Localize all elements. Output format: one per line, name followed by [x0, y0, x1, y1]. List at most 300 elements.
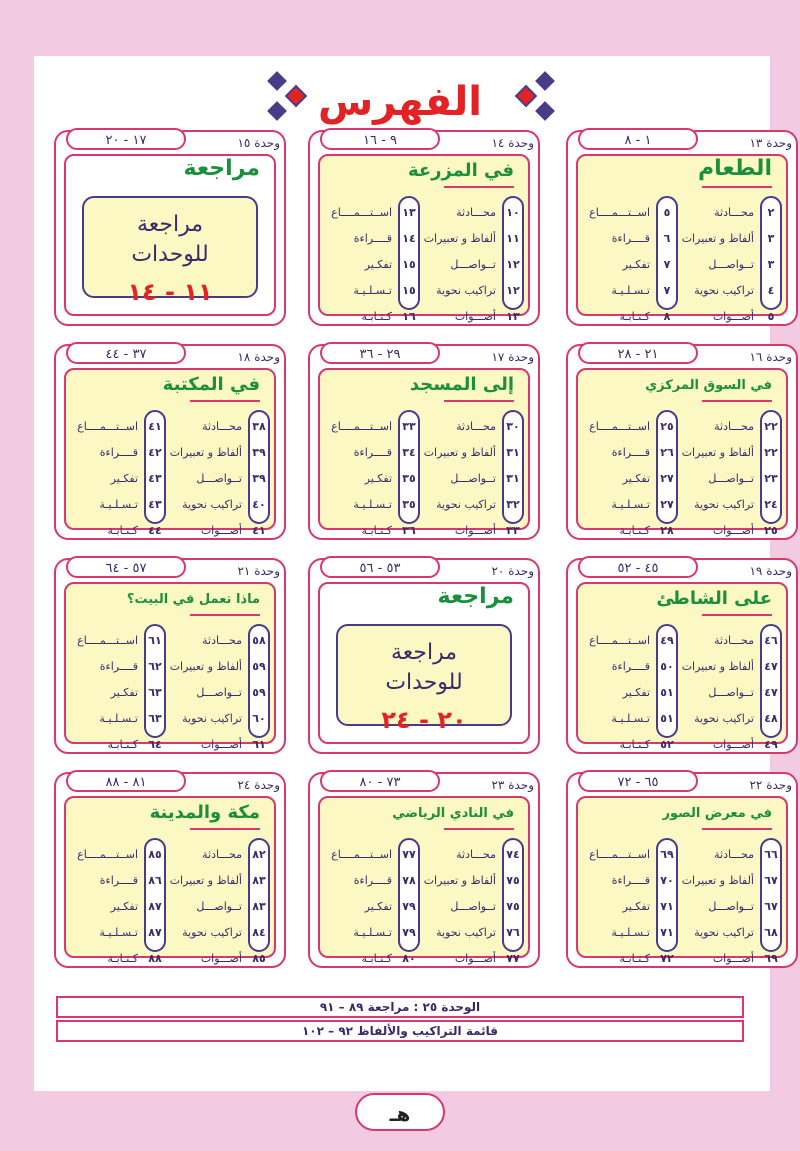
unit-panel: [318, 582, 530, 744]
lesson-label-left: كـتـابـة: [619, 952, 650, 965]
lesson-label-right: محـــادثة: [202, 420, 242, 433]
unit-number: وحدة ٢٢: [749, 778, 792, 792]
lesson-row: [578, 706, 786, 732]
page-number-right: ٣: [767, 232, 775, 245]
lesson-row: [66, 628, 274, 654]
unit-number: وحدة ١٩: [749, 564, 792, 578]
lesson-row: [578, 226, 786, 252]
unit-card: [54, 130, 286, 326]
lesson-label-left: تـسـلـيـة: [611, 498, 650, 511]
lesson-label-left: تـسـلـيـة: [353, 284, 392, 297]
lesson-row: [66, 680, 274, 706]
lesson-label-right: ألفاظ و تعبيرات: [423, 232, 496, 245]
lesson-row: [320, 946, 528, 972]
lesson-label-right: ألفاظ و تعبيرات: [681, 660, 754, 673]
page-number-right: ٧٤: [506, 848, 520, 861]
lesson-label-left: قــــراءة: [611, 232, 650, 245]
page-number-left: ٢٧: [660, 498, 674, 511]
lesson-label-left: كـتـابـة: [361, 952, 392, 965]
unit-panel: [64, 154, 276, 316]
lesson-label-right: أصـــوات: [712, 738, 754, 751]
unit-title: مكة والمدينة: [149, 802, 260, 823]
page-number-left: ٧٢: [660, 952, 674, 965]
lesson-label-right: محـــادثة: [202, 848, 242, 861]
page-number-left: ٦٩: [660, 848, 674, 861]
lesson-label-left: تفكـير: [622, 686, 650, 699]
title-underline: [702, 186, 772, 188]
lesson-label-left: تفكـير: [110, 686, 138, 699]
unit-card: [308, 772, 540, 968]
page-range: ١ - ٨: [578, 128, 698, 150]
lesson-label-left: كـتـابـة: [107, 952, 138, 965]
lesson-row: [578, 518, 786, 544]
page-number-right: ٤٩: [764, 738, 778, 751]
lesson-label-right: محـــادثة: [714, 634, 754, 647]
unit-panel: [576, 582, 788, 751]
unit-panel: [64, 796, 276, 965]
page-number-left: ٧١: [660, 900, 674, 913]
page-number-left: ٧: [663, 284, 671, 297]
lesson-row: [320, 518, 528, 544]
page-number-left: ٦: [663, 232, 671, 245]
unit-card: [566, 130, 798, 326]
lesson-label-right: محـــادثة: [714, 206, 754, 219]
lesson-row: [320, 252, 528, 278]
lesson-row: [66, 440, 274, 466]
page-number: هـ: [355, 1093, 445, 1131]
lesson-row: [578, 466, 786, 492]
unit-panel: [318, 154, 530, 323]
lesson-row: [320, 492, 528, 518]
lesson-label-right: تراكيب نحوية: [694, 498, 754, 511]
page-number-right: ٥٨: [252, 634, 266, 647]
lesson-label-left: تـسـلـيـة: [99, 712, 138, 725]
unit-title: في السوق المركزي: [645, 378, 772, 393]
lesson-row: [578, 414, 786, 440]
page-number-left: ٥: [663, 206, 671, 219]
page-number-left: ٧٠: [660, 874, 674, 887]
unit-panel: [576, 796, 788, 965]
lesson-label-left: قــــراءة: [353, 446, 392, 459]
page-number-right: ٨٣: [252, 874, 266, 887]
page-number-left: ٤٣: [148, 472, 162, 485]
lesson-label-right: ألفاظ و تعبيرات: [423, 874, 496, 887]
lesson-label-right: تــواصـــل: [196, 686, 242, 699]
page-number-right: ٦٠: [252, 712, 266, 725]
page-number-left: ٦٤: [148, 738, 162, 751]
lesson-row: [320, 200, 528, 226]
page-number-left: ٦١: [148, 634, 162, 647]
right-ornament-icon: [500, 66, 560, 126]
page-number-right: ٧٦: [506, 926, 520, 939]
page-number-left: ٧٧: [402, 848, 416, 861]
page-number-left: ١٤: [402, 232, 416, 245]
lesson-label-left: تـسـلـيـة: [611, 926, 650, 939]
lesson-label-left: كـتـابـة: [361, 310, 392, 323]
lesson-row: [320, 278, 528, 304]
page-number-right: ٣٨: [252, 420, 266, 433]
page-number-left: ٢٧: [660, 472, 674, 485]
lesson-label-right: تراكيب نحوية: [182, 498, 242, 511]
lesson-label-left: اســتـــمــــاع: [589, 206, 650, 219]
lesson-row: [320, 304, 528, 330]
lesson-label-right: محـــادثة: [456, 206, 496, 219]
page-number-left: ٦٣: [148, 686, 162, 699]
page-number-right: ٧٥: [506, 900, 520, 913]
lesson-row: [578, 278, 786, 304]
page-number-left: ٤٢: [148, 446, 162, 459]
unit-number: وحدة ٢١: [237, 564, 280, 578]
unit-panel: [64, 582, 276, 751]
review-box: [336, 624, 512, 734]
lesson-label-left: قــــراءة: [353, 232, 392, 245]
review-subheading: للوحدات: [385, 670, 463, 695]
unit-number: وحدة ١٦: [749, 350, 792, 364]
lesson-label-left: تفكـير: [364, 472, 392, 485]
lesson-label-right: تــواصـــل: [196, 472, 242, 485]
page-number-right: ١١: [506, 232, 520, 245]
lesson-row: [578, 894, 786, 920]
unit-title: إلى المسجد: [409, 374, 514, 395]
unit-title: مراجعة: [183, 156, 260, 181]
lesson-row: [66, 414, 274, 440]
page-number-right: ٤٨: [764, 712, 778, 725]
lesson-label-right: أصـــوات: [454, 310, 496, 323]
page-number-left: ١٦: [402, 310, 416, 323]
page-range: ٥٣ - ٥٦: [320, 556, 440, 578]
page-number-left: ٢٨: [660, 524, 674, 537]
lesson-label-left: تفكـير: [364, 900, 392, 913]
lesson-label-left: اســتـــمــــاع: [589, 848, 650, 861]
lesson-label-left: قــــراءة: [611, 660, 650, 673]
unit-number: وحدة ٢٣: [491, 778, 534, 792]
lesson-row: [66, 732, 274, 758]
lesson-label-left: كـتـابـة: [107, 738, 138, 751]
lesson-label-right: تــواصـــل: [708, 472, 754, 485]
page-number-left: ١٣: [402, 206, 416, 219]
lesson-row: [320, 868, 528, 894]
lesson-row: [320, 414, 528, 440]
unit-number: وحدة ١٣: [749, 136, 792, 150]
lesson-label-right: تــواصـــل: [708, 258, 754, 271]
page-number-right: ٣٩: [252, 472, 266, 485]
page-number-left: ٨: [663, 310, 671, 323]
page-number-right: ٢٣: [764, 472, 778, 485]
unit-number: وحدة ١٨: [237, 350, 280, 364]
page-number-left: ٨٥: [148, 848, 162, 861]
page-number-left: ٦٣: [148, 712, 162, 725]
lesson-label-left: تـسـلـيـة: [353, 498, 392, 511]
page-number-left: ٣٥: [402, 498, 416, 511]
lesson-label-left: كـتـابـة: [619, 738, 650, 751]
lesson-label-left: اســتـــمــــاع: [331, 420, 392, 433]
page-number-right: ٨٣: [252, 900, 266, 913]
page-range: ٢٩ - ٣٦: [320, 342, 440, 364]
page-number-right: ٤٧: [764, 660, 778, 673]
title-underline: [702, 828, 772, 830]
unit-title: في المكتبة: [162, 374, 260, 395]
page-number-right: ٦٧: [764, 900, 778, 913]
page-number-right: ٤٠: [252, 498, 266, 511]
lesson-row: [320, 466, 528, 492]
unit-card: [308, 344, 540, 540]
title-underline: [702, 400, 772, 402]
unit-title: مراجعة: [437, 584, 514, 609]
lesson-label-right: محـــادثة: [714, 420, 754, 433]
lesson-row: [66, 920, 274, 946]
lesson-label-right: محـــادثة: [202, 634, 242, 647]
review-box: [82, 196, 258, 306]
footer-vocab-list: قائمة التراكيب والألفاظ ٩٢ – ١٠٢: [56, 1020, 744, 1042]
lesson-row: [578, 842, 786, 868]
page-number-right: ٣١: [506, 446, 520, 459]
lesson-label-left: قــــراءة: [353, 874, 392, 887]
page-number-right: ٣: [767, 258, 775, 271]
lesson-label-right: تراكيب نحوية: [436, 498, 496, 511]
page-number-left: ٨٨: [148, 952, 162, 965]
page-number-left: ٢٥: [660, 420, 674, 433]
lesson-label-left: تـسـلـيـة: [99, 498, 138, 511]
lesson-row: [66, 466, 274, 492]
lesson-row: [578, 946, 786, 972]
page-range: ٣٧ - ٤٤: [66, 342, 186, 364]
lesson-row: [578, 680, 786, 706]
page-range: ٨١ - ٨٨: [66, 770, 186, 792]
lesson-label-left: اســتـــمــــاع: [77, 634, 138, 647]
page-number-right: ٤: [767, 284, 775, 297]
page-number-left: ٣٦: [402, 524, 416, 537]
unit-number: وحدة ٢٤: [237, 778, 280, 792]
unit-card: [308, 558, 540, 754]
page-number-right: ٣٠: [506, 420, 520, 433]
page-number-right: ٢٥: [764, 524, 778, 537]
page-number-left: ٤٤: [148, 524, 162, 537]
lesson-row: [578, 304, 786, 330]
lesson-label-right: تراكيب نحوية: [436, 284, 496, 297]
lesson-row: [320, 920, 528, 946]
lesson-row: [66, 492, 274, 518]
lesson-label-right: أصـــوات: [200, 738, 242, 751]
lesson-label-left: اســتـــمــــاع: [77, 848, 138, 861]
page-number-right: ٣١: [506, 472, 520, 485]
lesson-label-right: تــواصـــل: [450, 258, 496, 271]
page-number-right: ٧٧: [506, 952, 520, 965]
unit-title: الطعام: [697, 156, 772, 181]
lesson-label-right: أصـــوات: [454, 524, 496, 537]
unit-number: وحدة ١٧: [491, 350, 534, 364]
page-number-right: ٣٢: [506, 498, 520, 511]
title-underline: [190, 614, 260, 616]
page-range: ٦٥ - ٧٢: [578, 770, 698, 792]
lesson-label-left: قــــراءة: [99, 660, 138, 673]
page-number-left: ١٥: [402, 258, 416, 271]
unit-number: وحدة ١٤: [491, 136, 534, 150]
lesson-label-left: تـسـلـيـة: [353, 926, 392, 939]
unit-card: [54, 772, 286, 968]
lesson-label-left: تفكـير: [110, 472, 138, 485]
page-number-left: ٣٤: [402, 446, 416, 459]
page-number-left: ١٥: [402, 284, 416, 297]
lesson-label-right: تراكيب نحوية: [182, 712, 242, 725]
page-number-left: ٣٣: [402, 420, 416, 433]
lesson-label-left: تفكـير: [622, 472, 650, 485]
page-number-left: ٦٢: [148, 660, 162, 673]
lesson-label-left: قــــراءة: [611, 446, 650, 459]
unit-panel: [576, 368, 788, 537]
page-number-right: ٤٦: [764, 634, 778, 647]
lesson-label-right: ألفاظ و تعبيرات: [681, 232, 754, 245]
page-number-right: ٦٩: [764, 952, 778, 965]
review-range: ٢٠ - ٢٤: [381, 706, 467, 734]
lesson-row: [320, 894, 528, 920]
page-number-left: ٢٦: [660, 446, 674, 459]
lesson-row: [66, 946, 274, 972]
page-number-left: ٧: [663, 258, 671, 271]
page-number-left: ٧١: [660, 926, 674, 939]
lesson-row: [578, 440, 786, 466]
page-number-left: ٣٥: [402, 472, 416, 485]
lesson-label-right: محـــادثة: [456, 420, 496, 433]
lesson-row: [578, 868, 786, 894]
lesson-label-left: كـتـابـة: [619, 524, 650, 537]
unit-card: [308, 130, 540, 326]
lesson-label-right: تــواصـــل: [450, 472, 496, 485]
unit-title: في المزرعة: [407, 160, 514, 181]
page-title: الفهرس: [317, 79, 482, 125]
review-heading: مراجعة: [136, 212, 204, 237]
lesson-label-right: تراكيب نحوية: [182, 926, 242, 939]
unit-card: [566, 558, 798, 754]
unit-title: على الشاطئ: [656, 588, 772, 609]
page-number-left: ٨٠: [402, 952, 416, 965]
lesson-label-right: ألفاظ و تعبيرات: [169, 874, 242, 887]
page-number-right: ٥٩: [252, 686, 266, 699]
page-number-right: ٦١: [252, 738, 266, 751]
unit-panel: [318, 796, 530, 965]
page-number-right: ٨٥: [252, 952, 266, 965]
page-number-left: ٨٧: [148, 926, 162, 939]
unit-card: [54, 344, 286, 540]
unit-number: وحدة ١٥: [237, 136, 280, 150]
lesson-label-right: تراكيب نحوية: [436, 926, 496, 939]
unit-card: [566, 344, 798, 540]
page-number-left: ٥١: [660, 712, 674, 725]
lesson-row: [320, 440, 528, 466]
lesson-label-left: تـسـلـيـة: [611, 284, 650, 297]
lesson-label-right: أصـــوات: [712, 524, 754, 537]
lesson-row: [66, 706, 274, 732]
lesson-label-right: تــواصـــل: [708, 900, 754, 913]
title-underline: [190, 400, 260, 402]
lesson-row: [66, 894, 274, 920]
lesson-label-right: تــواصـــل: [196, 900, 242, 913]
page-number-right: ٣٩: [252, 446, 266, 459]
lesson-row: [578, 732, 786, 758]
page-number-right: ٦٧: [764, 874, 778, 887]
page-number-right: ٨٤: [252, 926, 266, 939]
lesson-label-left: اســتـــمــــاع: [331, 206, 392, 219]
review-heading: مراجعة: [390, 640, 458, 665]
lesson-label-left: اســتـــمــــاع: [77, 420, 138, 433]
lesson-label-left: كـتـابـة: [107, 524, 138, 537]
page-range: ٧٣ - ٨٠: [320, 770, 440, 792]
page-number-right: ٥: [767, 310, 775, 323]
page-number-right: ٤٧: [764, 686, 778, 699]
lesson-row: [578, 654, 786, 680]
lesson-row: [66, 654, 274, 680]
lesson-row: [320, 226, 528, 252]
lesson-row: [578, 200, 786, 226]
lesson-label-right: أصـــوات: [200, 524, 242, 537]
lesson-label-right: محـــادثة: [456, 848, 496, 861]
lesson-label-left: كـتـابـة: [619, 310, 650, 323]
page-range: ١٧ - ٢٠: [66, 128, 186, 150]
page-number-left: ٤٩: [660, 634, 674, 647]
lesson-label-left: اســتـــمــــاع: [589, 420, 650, 433]
page-number-right: ٢٤: [764, 498, 778, 511]
page-number-left: ٧٨: [402, 874, 416, 887]
lesson-label-left: قــــراءة: [611, 874, 650, 887]
footer-unit-25: الوحدة ٢٥ : مراجعة ٨٩ – ٩١: [56, 996, 744, 1018]
lesson-row: [66, 842, 274, 868]
page-number-right: ٦٨: [764, 926, 778, 939]
title-underline: [702, 614, 772, 616]
lesson-label-right: تراكيب نحوية: [694, 712, 754, 725]
lesson-label-left: تفكـير: [622, 900, 650, 913]
lesson-label-right: تــواصـــل: [450, 900, 496, 913]
unit-card: [566, 772, 798, 968]
page-number-left: ٨٦: [148, 874, 162, 887]
page-number-right: ٢٢: [764, 446, 778, 459]
lesson-row: [66, 518, 274, 544]
page-number-left: ٨٧: [148, 900, 162, 913]
lesson-row: [578, 252, 786, 278]
title-underline: [444, 400, 514, 402]
lesson-label-right: أصـــوات: [712, 310, 754, 323]
lesson-label-right: تراكيب نحوية: [694, 926, 754, 939]
page-number-right: ٦٦: [764, 848, 778, 861]
lesson-label-left: قــــراءة: [99, 874, 138, 887]
page-number-right: ١٣: [506, 310, 520, 323]
unit-title: في النادي الرياضي: [392, 806, 514, 821]
page-number-right: ١٢: [506, 284, 520, 297]
page-range: ٩ - ١٦: [320, 128, 440, 150]
unit-panel: [64, 368, 276, 537]
lesson-row: [578, 920, 786, 946]
page-number-left: ٧٩: [402, 900, 416, 913]
lesson-label-left: قــــراءة: [99, 446, 138, 459]
lesson-label-right: أصـــوات: [712, 952, 754, 965]
lesson-row: [578, 628, 786, 654]
lesson-label-right: أصـــوات: [200, 952, 242, 965]
unit-card: [54, 558, 286, 754]
page-range: ٢١ - ٢٨: [578, 342, 698, 364]
review-range: ١١ - ١٤: [127, 278, 213, 306]
lesson-label-left: تـسـلـيـة: [611, 712, 650, 725]
lesson-label-right: تــواصـــل: [708, 686, 754, 699]
page-number-left: ٧٩: [402, 926, 416, 939]
page-number-left: ٤٣: [148, 498, 162, 511]
lesson-label-right: ألفاظ و تعبيرات: [681, 874, 754, 887]
lesson-row: [320, 842, 528, 868]
unit-title: في معرض الصور: [662, 806, 772, 821]
review-subheading: للوحدات: [131, 242, 209, 267]
unit-panel: [576, 154, 788, 323]
unit-title: ماذا تعمل في البيت؟: [126, 592, 260, 607]
lesson-label-left: تفكـير: [110, 900, 138, 913]
lesson-label-left: تـسـلـيـة: [99, 926, 138, 939]
title-underline: [444, 186, 514, 188]
